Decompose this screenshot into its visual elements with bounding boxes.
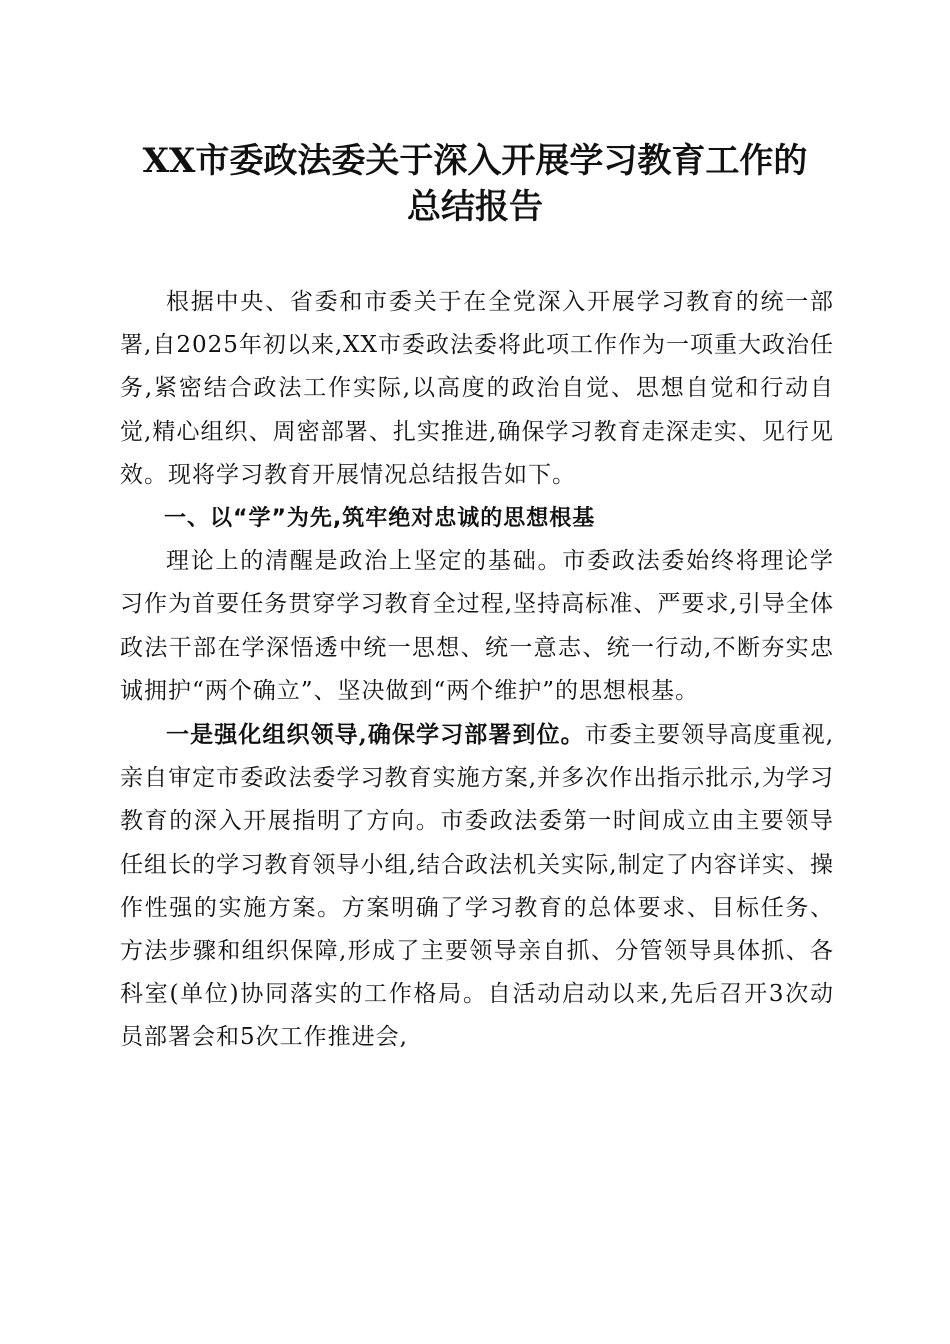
intro-paragraph: 根据中央、省委和市委关于在全党深入开展学习教育的统一部署,自2025年初以来,XX市委政法委将此项工作作为一项重大政治任务,紧密结合政法工作实际,以高度的政治自觉、思想自觉和行动自觉,精心组织、周密部署、扎实推进,确保学习教育走深走实、见行见效。现将学习教育开展情况总结报告如下。: [120, 289, 834, 488]
point-1-text: 市委主要领导高度重视,亲自审定市委政法委学习教育实施方案,并多次作出指示批示,为学习教育的深入开展指明了方向。市委政法委第一时间成立由主要领导任组长的学习教育领导小组,结合政法机关实际,制定了内容详实、操作性强的实施方案。方案明确了学习教育的总体要求、目标任务、方法步骤和组织保障,形成了主要领导亲自抓、分管领导具体抓、各科室(单位)协同落实的工作格局。自活动启动以来,先后召开3次动员部署会和5次工作推进会,: [120, 722, 834, 1051]
title-line-1: XX市委政法委关于深入开展学习教育工作的: [142, 141, 808, 181]
title-line-2: 总结报告: [407, 187, 543, 227]
document-body: [120, 281, 834, 1060]
point-1-paragraph: [120, 713, 834, 1060]
section-1-paragraph: 理论上的清醒是政治上坚定的基础。市委政法委始终将理论学习作为首要任务贯穿学习教育全过程,坚持高标准、严要求,引导全体政法干部在学深悟透中统一思想、统一意志、统一行动,不断夯实忠诚拥护“两个确立”、坚决做到“两个维护”的思想根基。: [120, 548, 834, 704]
document-title: [100, 138, 850, 230]
point-1-lead: 一是强化组织领导,确保学习部署到位。: [166, 721, 585, 749]
section-1-heading: 一、以“学”为先,筑牢绝对忠诚的思想根基: [164, 506, 596, 532]
